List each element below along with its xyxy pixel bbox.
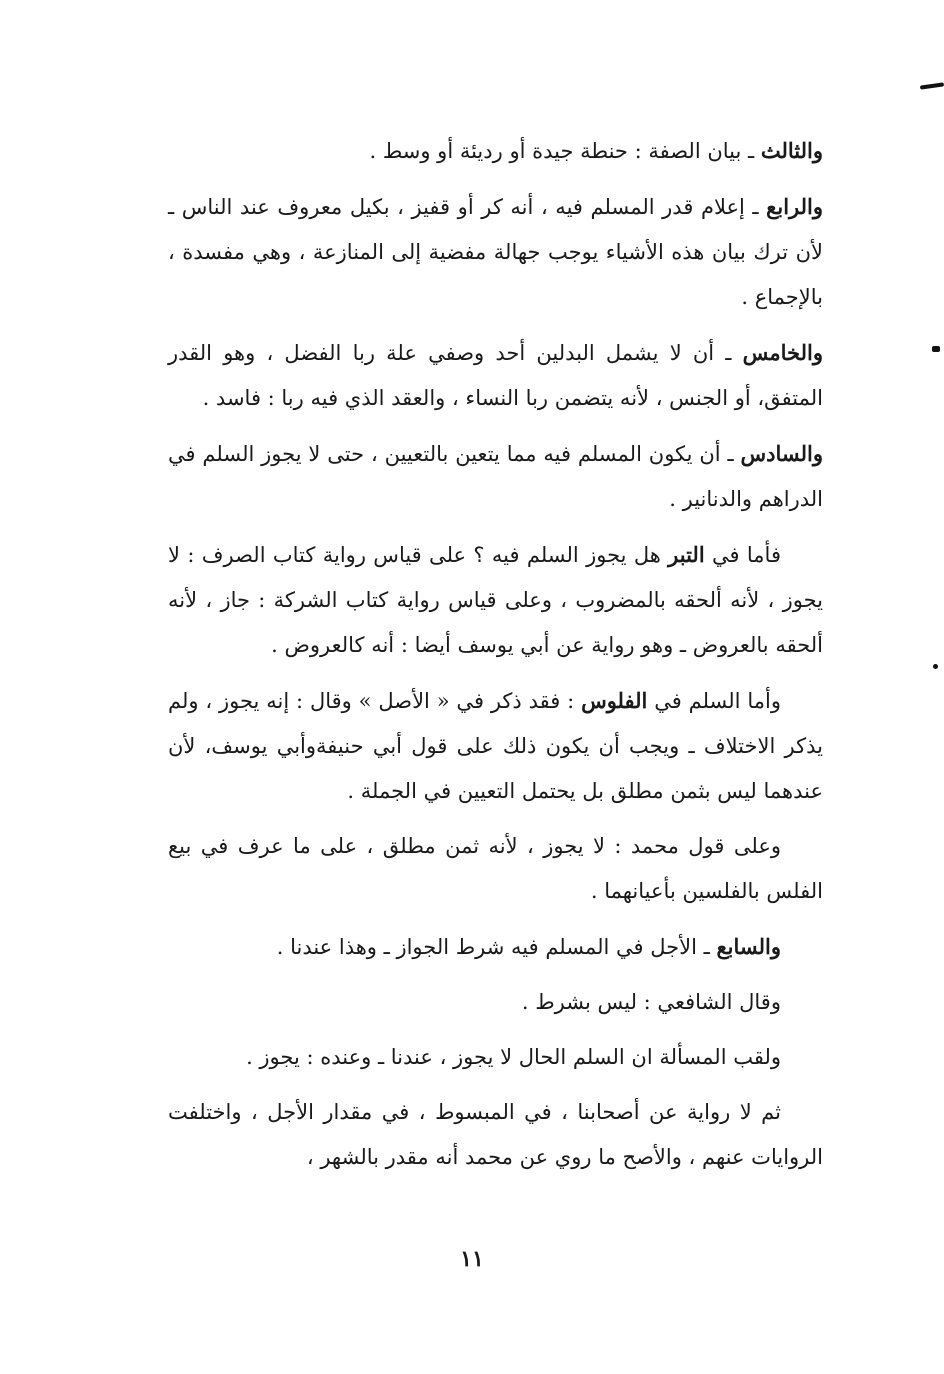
- paragraph-text: وعلى قول محمد : لا يجوز ، لأنه ثمن مطلق ، على ما عرف في بيع الفلس بالفلسين بأعيانهما .: [168, 834, 823, 903]
- paragraph-text: ـ بيان الصفة : حنطة جيدة أو رديئة أو وسط .: [369, 139, 761, 163]
- body-text: [168, 128, 823, 1190]
- paragraph-third-condition: [168, 128, 823, 174]
- margin-mark: [933, 664, 938, 669]
- paragraph-text: ـ الأجل في المسلم فيه شرط الجواز ـ وهذا عندنا .: [276, 935, 717, 959]
- paragraph-text: ـ إعلام قدر المسلم فيه ، أنه كر أو قفيز ، بكيل معروف عند الناس ـ لأن ترك بيان هذه الأشياء يوجب جهالة مفضية إلى المنازعة ، وهي مفسدة ، بالإجماع .: [168, 195, 823, 309]
- paragraph-lead: فأما في: [704, 543, 781, 567]
- paragraph-fulus: [168, 678, 823, 814]
- paragraph-fifth-condition: [168, 330, 823, 421]
- paragraph-text: : فقد ذكر في « الأصل » وقال : إنه يجوز ، ولم يذكر الاختلاف ـ ويجب أن يكون ذلك على قول أبي حنيفةوأبي يوسف، لأن عندهما ليس بثمن مطلق بل يحتمل التعيين في الجملة .: [168, 689, 823, 803]
- paragraph-shafii-view: [168, 980, 823, 1025]
- paragraph-term: التبر: [668, 542, 705, 567]
- paragraph-text: ـ أن يكون المسلم فيه مما يتعين بالتعيين ، حتى لا يجوز السلم في الدراهم والدنانير .: [168, 442, 823, 511]
- page-number: ١١: [460, 1246, 484, 1272]
- paragraph-term: والسابع: [716, 934, 781, 959]
- paragraph-text: ولقب المسألة ان السلم الحال لا يجوز ، عندنا ـ وعنده : يجوز .: [246, 1045, 781, 1069]
- paragraph-tibr: [168, 532, 823, 668]
- margin-mark: [932, 346, 940, 352]
- paragraph-term: والرابع: [766, 194, 823, 219]
- paragraph-text: ـ أن لا يشمل البدلين أحد وصفي علة ربا الفضل ، وهو القدر المتفق، أو الجنس ، لأنه يتضمن ربا النساء ، والعقد الذي فيه ربا : فاسد .: [168, 341, 823, 410]
- paragraph-muhammad-view: [168, 824, 823, 914]
- paragraph-fourth-condition: [168, 184, 823, 320]
- paragraph-lead: وأما السلم في: [647, 689, 781, 713]
- paragraph-seventh-condition: [168, 924, 823, 970]
- paragraph-term: والثالث: [760, 138, 823, 163]
- paragraph-text: هل يجوز السلم فيه ؟ على قياس رواية كتاب الصرف : لا يجوز ، لأنه ألحقه بالمضروب ، وعلى قياس رواية كتاب الشركة : جاز ، لأنه ألحقه بالعروض ـ وهو رواية عن أبي يوسف أيضا : أنه كالعروض .: [168, 543, 823, 657]
- paragraph-text: ثم لا رواية عن أصحابنا ، في المبسوط ، في مقدار الأجل ، واختلفت الروايات عنهم ، والأصح ما روي عن محمد أنه مقدر بالشهر ،: [168, 1100, 823, 1169]
- paragraph-term: الفلوس: [581, 688, 648, 713]
- paragraph-term-duration: [168, 1090, 823, 1180]
- paragraph-text: وقال الشافعي : ليس بشرط .: [521, 990, 781, 1014]
- margin-mark: [920, 82, 944, 89]
- paragraph-issue-title: [168, 1035, 823, 1080]
- paragraph-term: والخامس: [742, 340, 823, 365]
- paragraph-term: والسادس: [740, 441, 823, 466]
- paragraph-sixth-condition: [168, 431, 823, 522]
